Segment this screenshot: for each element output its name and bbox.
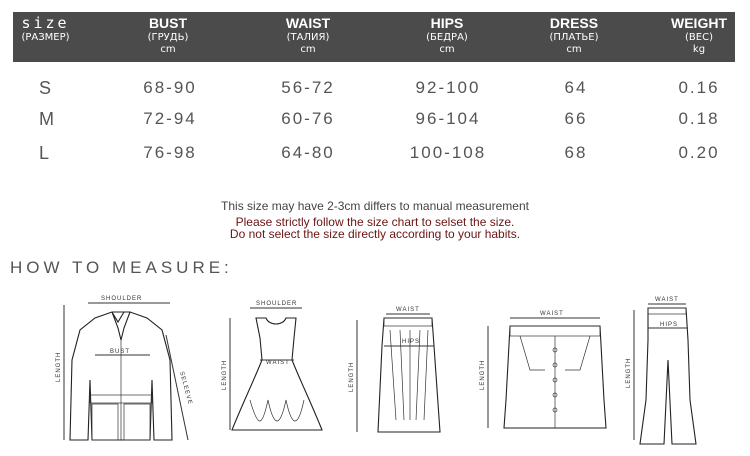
hips-cell: 96-104 bbox=[415, 109, 481, 128]
skirt-body bbox=[378, 318, 440, 432]
weight-cell: 0.16 bbox=[678, 78, 720, 97]
header-dress-label: DRESS bbox=[549, 15, 599, 31]
header-hips-unit: cm bbox=[439, 44, 455, 55]
header-size-sub: (РАЗМЕР) bbox=[21, 32, 70, 43]
dress-diagram bbox=[222, 301, 322, 430]
pants-length-label: LENGTH bbox=[626, 357, 632, 388]
header-waist-label: WAIST bbox=[285, 15, 331, 31]
note-measurement-difference: This size may have 2-3cm differs to manual measurement bbox=[221, 199, 529, 213]
size-cell: M bbox=[39, 109, 54, 129]
skirt-hips-label: HIPS bbox=[402, 339, 421, 345]
bust-cell: 72-94 bbox=[143, 109, 197, 128]
pants-hips-label: HIPS bbox=[660, 322, 679, 328]
weight-cell: 0.20 bbox=[678, 143, 720, 162]
header-dress-sub: (ПЛАТЬЕ) bbox=[549, 32, 599, 43]
dress-shoulder-label: SHOULDER bbox=[256, 301, 298, 307]
skirt-length-label: LENGTH bbox=[349, 361, 355, 392]
pants-diagram bbox=[626, 297, 696, 444]
header-dress-unit: cm bbox=[566, 44, 582, 55]
how-to-measure-heading: HOW TO MEASURE: bbox=[10, 258, 233, 277]
header-waist-unit: cm bbox=[300, 44, 316, 55]
dress-cell: 64 bbox=[564, 78, 588, 97]
size-cell: L bbox=[39, 143, 50, 163]
waist-cell: 64-80 bbox=[281, 143, 335, 162]
size-cell: S bbox=[39, 78, 52, 98]
note-follow-chart: Please strictly follow the size chart to selset the size. bbox=[235, 215, 515, 229]
header-bust-unit: cm bbox=[160, 44, 176, 55]
skirt-waist-label: WAIST bbox=[396, 307, 420, 313]
header-size-label: size bbox=[21, 14, 70, 32]
header-bust-sub: (ГРУДЬ) bbox=[147, 32, 189, 43]
dress-cell: 68 bbox=[564, 143, 588, 162]
waist-cell: 56-72 bbox=[281, 78, 335, 97]
header-weight-sub: (ВЕС) bbox=[685, 32, 713, 43]
header-waist-sub: (ТАЛИЯ) bbox=[286, 32, 330, 43]
dress-body bbox=[232, 318, 322, 430]
note-habits-warning: Do not select the size directly according to your habits. bbox=[229, 227, 521, 241]
shorts-waist-label: WAIST bbox=[540, 311, 564, 317]
dress-length-label: LENGTH bbox=[222, 359, 228, 390]
header-weight-unit: kg bbox=[692, 44, 706, 55]
header-hips-label: HIPS bbox=[430, 15, 464, 31]
hips-cell: 100-108 bbox=[409, 143, 487, 162]
header-weight-label: WEIGHT bbox=[671, 15, 727, 31]
jacket-shoulder-label: SHOULDER bbox=[101, 296, 143, 302]
weight-cell: 0.18 bbox=[678, 109, 720, 128]
skirt-diagram bbox=[349, 307, 440, 432]
shorts-length-label: LENGTH bbox=[480, 359, 486, 390]
header-bust-label: BUST bbox=[148, 15, 188, 31]
jacket-diagram bbox=[56, 296, 193, 440]
dress-waist-label: WAIST bbox=[266, 360, 290, 366]
header-hips-sub: (БЕДРА) bbox=[426, 32, 468, 43]
jacket-sleeve-label: SELEEVE bbox=[178, 370, 193, 406]
bust-cell: 76-98 bbox=[143, 143, 197, 162]
waist-cell: 60-76 bbox=[281, 109, 335, 128]
jacket-length-label: LENGTH bbox=[56, 351, 62, 382]
bust-cell: 68-90 bbox=[143, 78, 197, 97]
jacket-bust-label: BUST bbox=[110, 349, 131, 355]
dress-cell: 66 bbox=[564, 109, 588, 128]
pants-waist-label: WAIST bbox=[655, 297, 679, 303]
shorts-diagram bbox=[480, 311, 606, 428]
hips-cell: 92-100 bbox=[415, 78, 481, 97]
